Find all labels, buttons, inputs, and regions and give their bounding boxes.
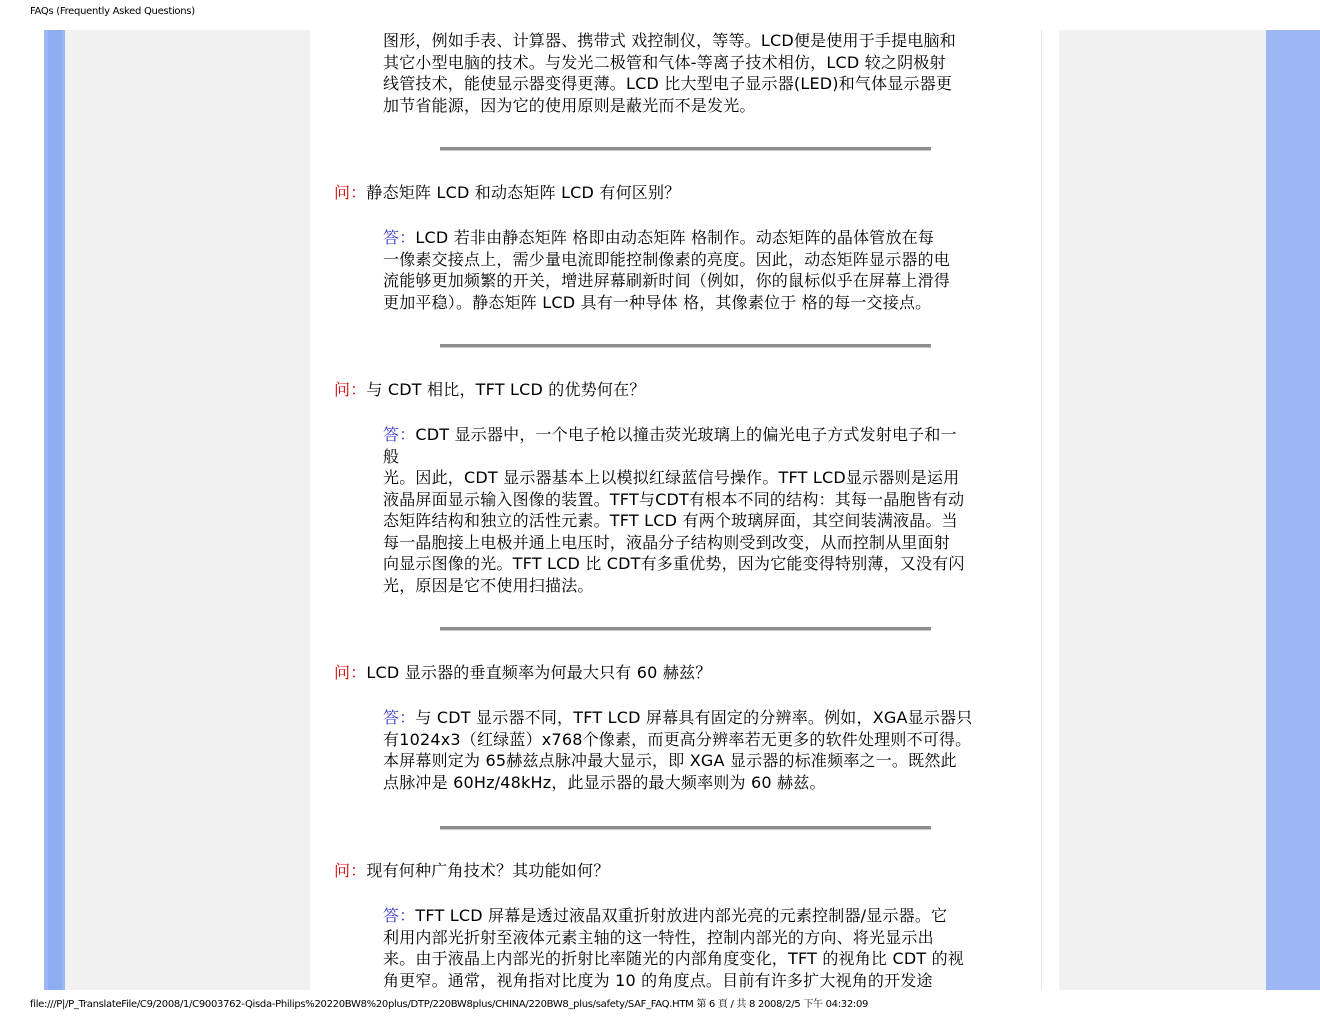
- answer-line: 流能够更加频繁的开关，增进屏幕刷新时间（例如，你的鼠标似乎在屏幕上滑得: [383, 271, 951, 290]
- faq-question: [334, 182, 984, 204]
- right-decor-band: [1266, 30, 1320, 990]
- answer-label: 答：: [383, 906, 416, 925]
- answer-label: 答：: [383, 708, 416, 727]
- intro-line: 图形，例如手表、计算器、携带式 戏控制仪，等等。LCD便是使用于手提电脑和: [383, 31, 956, 50]
- answer-line: 来。由于液晶上内部光的折射比率随光的内部角度变化，TFT 的视角比 CDT 的视: [383, 949, 964, 968]
- faq-answer: [383, 905, 991, 991]
- intro-line: 线管技术，能使显示器变得更薄。LCD 比大型电子显示器(LED)和气体显示器更: [383, 74, 953, 93]
- section-divider: [440, 627, 931, 631]
- answer-line: 每一晶胞接上电极并通上电压时，液晶分子结构则受到改变，从而控制从里面射: [383, 532, 951, 552]
- answer-line: CDT 显示器中，一个电子枪以撞击荧光玻璃上的偏光电子方式发射电子和一: [415, 425, 957, 444]
- intro-line: 其它小型电脑的技术。与发光二极管和气体-等离子技术相仿，LCD 较之阴极射: [383, 52, 946, 72]
- question-text: LCD 显示器的垂直频率为何最大只有 60 赫兹？: [366, 663, 712, 682]
- answer-line: TFT LCD 屏幕是透过液晶双重折射放进内部光亮的元素控制器/显示器。它: [415, 906, 948, 925]
- answer-line: 本屏幕则定为 65赫兹点脉冲最大显示，即 XGA 显示器的标准频率之一。既然此: [383, 751, 957, 770]
- answer-line: 光。因此，CDT 显示器基本上以模拟红绿蓝信号操作。TFT LCD显示器则是运用: [383, 468, 960, 487]
- left-decor-stripe: [48, 30, 62, 990]
- intro-line: 加节省能源，因为它的使用原则是蔽光而不是发光。: [383, 95, 756, 115]
- answer-line: 液晶屏面显示输入图像的装置。TFT与CDT有根本不同的结构：其每一晶胞皆有动: [383, 489, 965, 509]
- faq-answer: [383, 227, 991, 313]
- section-divider: [440, 344, 931, 348]
- question-text: 与 CDT 相比，TFT LCD 的优势何在？: [366, 380, 646, 399]
- faq-question: [334, 860, 984, 882]
- answer-label: 答：: [383, 425, 416, 444]
- answer-line: 利用内部光折射至液体元素主轴的这一特性，控制内部光的方向、将光显示出: [383, 927, 934, 947]
- question-label: 问：: [334, 380, 367, 399]
- intro-paragraph: [383, 30, 991, 116]
- answer-line: 点脉冲是 60Hz/48kHz，此显示器的最大频率则为 60 赫兹。: [383, 772, 826, 792]
- answer-line: 与 CDT 显示器不同，TFT LCD 屏幕具有固定的分辨率。例如，XGA显示器只: [415, 708, 973, 727]
- question-text: 静态矩阵 LCD 和动态矩阵 LCD 有何区别？: [366, 183, 681, 202]
- question-label: 问：: [334, 861, 367, 880]
- section-divider: [440, 826, 931, 830]
- faq-question: [334, 662, 984, 684]
- question-label: 问：: [334, 663, 367, 682]
- page-header-title: FAQs (Frequently Asked Questions): [30, 6, 195, 17]
- answer-line: 一像素交接点上，需少量电流即能控制像素的亮度。因此，动态矩阵显示器的电: [383, 249, 951, 269]
- answer-line: LCD 若非由静态矩阵 格即由动态矩阵 格制作。动态矩阵的晶体管放在每: [415, 228, 935, 247]
- faq-answer: [383, 424, 991, 596]
- answer-line: 态矩阵结构和独立的活性元素。TFT LCD 有两个玻璃屏面，其空间装满液晶。当: [383, 511, 958, 530]
- right-grey-column: [1059, 30, 1266, 990]
- question-label: 问：: [334, 183, 367, 202]
- left-grey-column: [65, 30, 310, 990]
- answer-line: 更加平稳）。静态矩阵 LCD 具有一种导体 格，其像素位于 格的每一交接点。: [383, 292, 932, 312]
- page-footer-path: file:///P|/P_TranslateFile/C9/2008/1/C9003762-Qisda-Philips%20220BW8%20plus/DTP/220BW8plus/CHINA/220BW8_plus/safety/SAF_FAQ.HTM 第 6 頁 / 共 8 2008/2/5 下午 04:32:09: [30, 999, 869, 1010]
- faq-answer: [383, 707, 991, 793]
- answer-line: 向显示图像的光。TFT LCD 比 CDT有多重优势，因为它能变得特别薄，又没有闪: [383, 554, 965, 573]
- question-text: 现有何种广角技术？其功能如何？: [366, 861, 610, 880]
- content-right-border: [1041, 30, 1042, 990]
- faq-question: [334, 379, 984, 401]
- answer-line: 光，原因是它不使用扫描法。: [383, 575, 594, 595]
- answer-label: 答：: [383, 228, 416, 247]
- faq-content: [310, 30, 1041, 990]
- section-divider: [440, 147, 931, 151]
- answer-line: 般: [383, 446, 400, 466]
- answer-line: 有1024x3（红绿蓝）x768个像素，而更高分辨率若无更多的软件处理则不可得。: [383, 729, 972, 749]
- answer-line: 角更窄。通常，视角指对比度为 10 的角度点。目前有许多扩大视角的开发途: [383, 970, 933, 990]
